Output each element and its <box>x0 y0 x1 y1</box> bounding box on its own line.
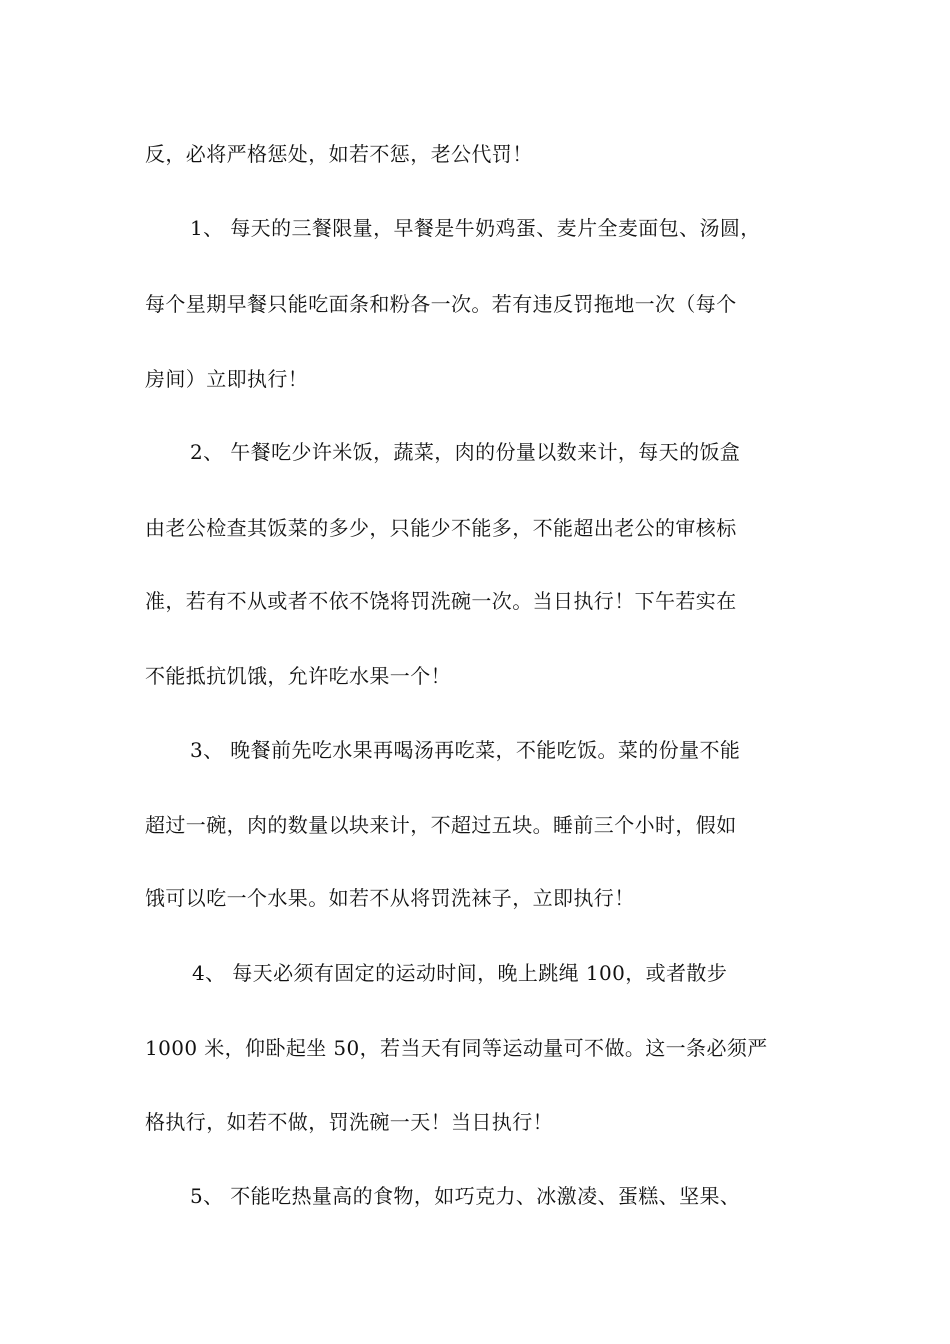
text-line: 饿可以吃一个水果。如若不从将罚洗袜子，立即执行！ <box>145 886 635 910</box>
rule-4-heading-line: 4、 每天必须有固定的运动时间，晚上跳绳 100，或者散步 <box>192 961 728 985</box>
text-line: 每个星期早餐只能吃面条和粉各一次。若有违反罚拖地一次（每个 <box>145 292 737 316</box>
rule-1-heading-line: 1、 每天的三餐限量，早餐是牛奶鸡蛋、麦片全麦面包、汤圆， <box>190 216 761 240</box>
rule-2-heading-line: 2、 午餐吃少许米饭，蔬菜，肉的份量以数来计，每天的饭盒 <box>190 440 741 464</box>
text-line: 不能抵抗饥饿，允许吃水果一个！ <box>145 664 451 688</box>
text-line: 反，必将严格惩处，如若不惩，老公代罚！ <box>145 142 533 166</box>
text-line: 由老公检查其饭菜的多少，只能少不能多，不能超出老公的审核标 <box>145 516 737 540</box>
rule-5-heading-line: 5、 不能吃热量高的食物，如巧克力、冰激凌、蛋糕、坚果、 <box>190 1184 741 1208</box>
rule-3-heading-line: 3、 晚餐前先吃水果再喝汤再吃菜，不能吃饭。菜的份量不能 <box>190 738 741 762</box>
text-line: 房间）立即执行！ <box>145 367 309 391</box>
text-line: 准，若有不从或者不依不饶将罚洗碗一次。当日执行！下午若实在 <box>145 589 737 613</box>
text-line: 1000 米，仰卧起坐 50，若当天有同等运动量可不做。这一条必须严 <box>145 1036 768 1060</box>
text-line: 超过一碗，肉的数量以块来计，不超过五块。睡前三个小时，假如 <box>145 813 737 837</box>
text-line: 格执行，如若不做，罚洗碗一天！当日执行！ <box>145 1110 553 1134</box>
